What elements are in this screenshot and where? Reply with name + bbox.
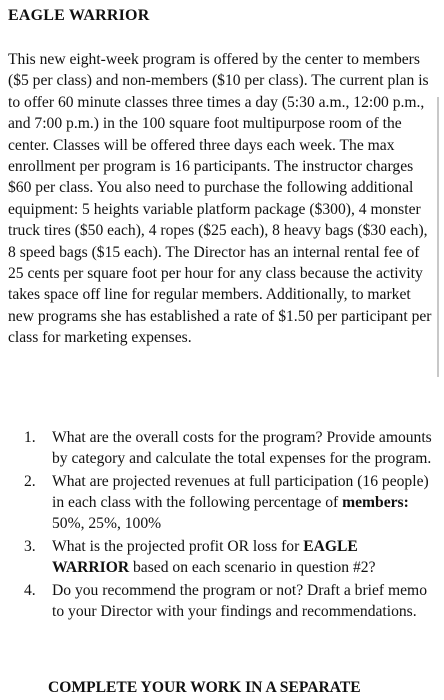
question-bold-text: EAGLE WARRIOR xyxy=(52,538,358,576)
question-number: 3. xyxy=(24,538,36,555)
intro-paragraph: This new eight-week program is offered by the center to members ($5 per class) and non-members ($10 per class). The current plan is to offer 60 minute classes three times a day (5:30 a.m., 12:00 p.m., and 7:00 p.m.) in the 100 square foot multipurpose room of the center. Classes will be offered three days each week. The max enrollment per program is 16 participants. The instructor charges $60 per class. You also need to purchase the following additional equipment: 5 heights variable platform package ($300), 4 monster truck tires ($50 each), 4 ropes ($25 each), 8 heavy bags ($30 each), 8 speed bags ($15 each). The Director has an internal rental fee of 25 cents per square foot per hour for any class because the activity takes space off line for regular members. Additionally, to market new programs she has established a rate of $1.50 per participant per class for marketing expenses. xyxy=(8,51,432,347)
question-text: Do you recommend the program or not? Draft a brief memo to your Director with your findings and recommendations. xyxy=(52,582,427,620)
question-text: What are the overall costs for the program? Provide amounts by category and calculate the total expenses for the program. xyxy=(52,429,432,467)
question-number: 4. xyxy=(24,582,36,599)
question-list xyxy=(24,427,434,624)
question-item-2 xyxy=(24,471,434,534)
question-text-after: 50%, 25%, 100% xyxy=(52,515,162,532)
question-text: What are projected revenues at full participation (16 people) in each class with the following percentage of xyxy=(52,473,429,511)
footer-instruction: COMPLETE YOUR WORK IN A SEPARATE xyxy=(48,679,361,696)
question-item-4 xyxy=(24,580,434,622)
question-number: 1. xyxy=(24,429,36,446)
question-number: 2. xyxy=(24,473,36,490)
question-item-3 xyxy=(24,536,434,578)
question-item-1 xyxy=(24,427,434,469)
scroll-indicator-line xyxy=(437,97,439,377)
document-title: EAGLE WARRIOR xyxy=(8,7,150,24)
question-bold-text: members: xyxy=(342,494,409,511)
question-text: What is the projected profit OR loss for xyxy=(52,538,304,555)
question-text-after: based on each scenario in question #2? xyxy=(129,559,376,576)
